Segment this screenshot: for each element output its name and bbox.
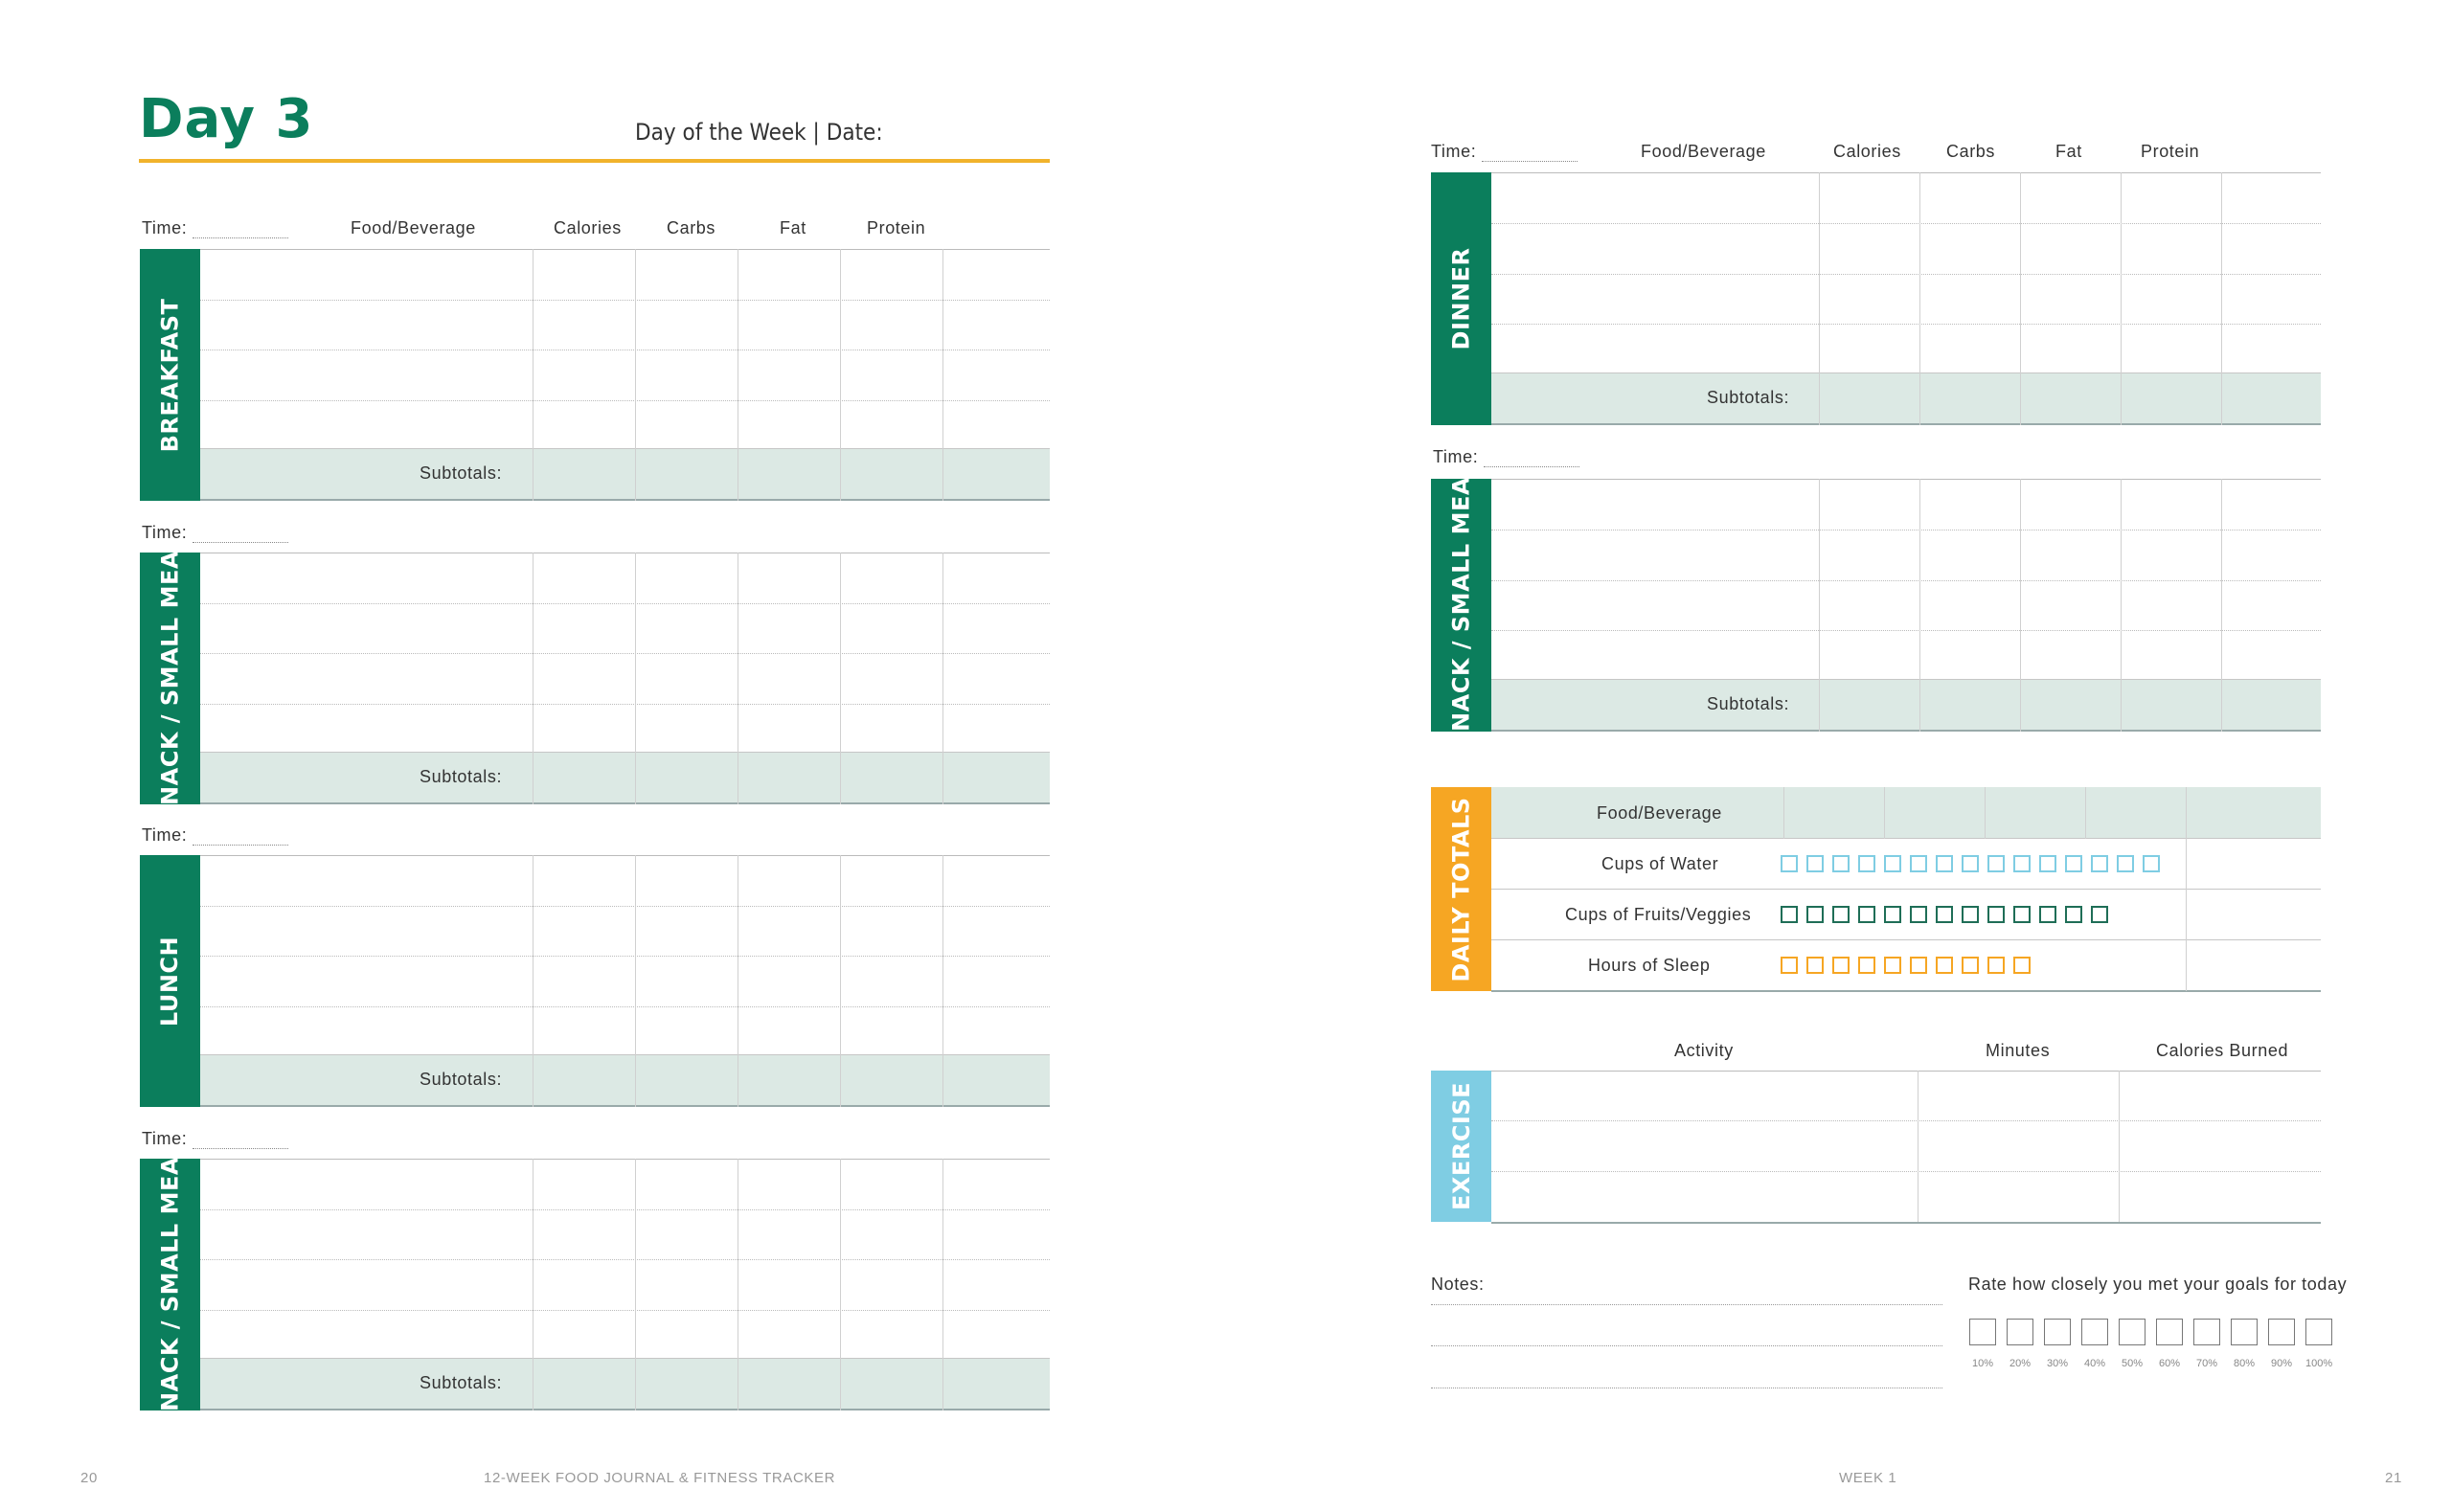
tracker-checkbox[interactable]: [1936, 855, 1953, 872]
subtotal-label: Subtotals:: [1707, 388, 1790, 407]
time-field[interactable]: [193, 1135, 288, 1149]
column-divider: [840, 249, 841, 501]
food-row[interactable]: [200, 653, 1050, 705]
day-of-week-label: Day of the Week | Date:: [635, 119, 883, 146]
rating-level-label: 30%: [2046, 1358, 2069, 1369]
tracker-checkbox[interactable]: [1858, 957, 1875, 974]
subtotal-row: [200, 448, 1050, 501]
rating-prompt: Rate how closely you met your goals for today: [1968, 1275, 2348, 1294]
food-header: Food/Beverage: [351, 218, 476, 237]
column-divider: [942, 1159, 943, 1410]
time-field[interactable]: [1484, 453, 1579, 467]
meal-name: SNACK / SMALL MEAL: [156, 534, 184, 823]
sleep-checkboxes: [1781, 957, 2031, 974]
subtotal-label: Subtotals:: [420, 1373, 503, 1392]
time-label: Time:: [1431, 142, 1578, 162]
notes-line[interactable]: [1431, 1304, 1942, 1305]
tracker-checkbox[interactable]: [2091, 906, 2108, 923]
time-field[interactable]: [193, 529, 288, 543]
meal-band: [1431, 172, 1491, 425]
tracker-checkbox[interactable]: [2117, 855, 2134, 872]
column-divider: [840, 855, 841, 1107]
rating-level-label: 20%: [2009, 1358, 2032, 1369]
time-label: Time:: [142, 1129, 288, 1149]
column-divider: [2121, 172, 2122, 425]
water-checkboxes: [1781, 855, 2160, 872]
food-row[interactable]: [1491, 630, 2321, 682]
column-divider: [942, 249, 943, 501]
rating-level-label: 80%: [2233, 1358, 2256, 1369]
time-field[interactable]: [1482, 147, 1578, 162]
subtotal-row: [1491, 679, 2321, 732]
tracker-checkbox[interactable]: [1987, 855, 2005, 872]
food-row[interactable]: [200, 300, 1050, 351]
time-label: Time:: [142, 825, 288, 846]
meal-band: [140, 534, 200, 823]
food-row[interactable]: [200, 704, 1050, 756]
veggies-label: Cups of Fruits/Veggies: [1565, 905, 1752, 924]
fat-header: Fat: [780, 218, 806, 237]
water-label: Cups of Water: [1601, 854, 1719, 873]
tracker-checkbox[interactable]: [1781, 957, 1798, 974]
time-label: Time:: [1433, 447, 1579, 467]
daily-food-label: Food/Beverage: [1597, 803, 1722, 823]
tracker-checkbox[interactable]: [1781, 855, 1798, 872]
subtotal-row: [200, 752, 1050, 804]
tracker-checkbox[interactable]: [2013, 855, 2031, 872]
food-row[interactable]: [200, 553, 1050, 604]
food-row[interactable]: [200, 400, 1050, 452]
tracker-checkbox[interactable]: [1987, 957, 2005, 974]
exercise-band: EXERCISE: [1431, 1071, 1491, 1222]
column-divider: [635, 1159, 636, 1410]
subtotal-row: [1491, 372, 2321, 425]
meal-name: LUNCH: [156, 936, 184, 1027]
notes-line[interactable]: [1431, 1345, 1942, 1346]
tracker-checkbox[interactable]: [1832, 906, 1850, 923]
veggie-checkboxes: [1781, 906, 2108, 923]
meal-section: [1431, 172, 2321, 425]
exercise-section: [1431, 1071, 2321, 1222]
meal-section: [140, 855, 1050, 1107]
rating-checkbox[interactable]: [2268, 1319, 2295, 1345]
tracker-checkbox[interactable]: [1962, 957, 1979, 974]
column-divider: [1919, 172, 1920, 425]
page-title: Day 3: [139, 88, 314, 150]
tracker-checkbox[interactable]: [1936, 906, 1953, 923]
column-divider: [533, 249, 534, 501]
protein-header: Protein: [867, 218, 926, 237]
tracker-checkbox[interactable]: [1987, 906, 2005, 923]
tracker-checkbox[interactable]: [1884, 855, 1901, 872]
food-row[interactable]: [1491, 580, 2321, 632]
tracker-checkbox[interactable]: [1884, 906, 1901, 923]
fat-header: Fat: [2055, 142, 2082, 161]
rating-checkbox[interactable]: [2193, 1319, 2220, 1345]
meal-band: [140, 1140, 200, 1429]
rating-level-label: 90%: [2270, 1358, 2293, 1369]
food-row[interactable]: [1491, 172, 2321, 224]
rating-checkbox[interactable]: [2081, 1319, 2108, 1345]
meal-section: [1431, 462, 2321, 749]
meal-section: [140, 249, 1050, 501]
tracker-checkbox[interactable]: [1962, 906, 1979, 923]
tracker-checkbox[interactable]: [1832, 855, 1850, 872]
column-divider: [533, 553, 534, 804]
daily-totals-section: [1431, 787, 2321, 991]
calories-burned-header: Calories Burned: [2156, 1041, 2289, 1060]
food-row[interactable]: [200, 906, 1050, 958]
food-row[interactable]: [1491, 479, 2321, 530]
rating-checkbox[interactable]: [2119, 1319, 2146, 1345]
tracker-checkbox[interactable]: [1884, 957, 1901, 974]
column-divider: [840, 553, 841, 804]
column-divider: [1919, 479, 1920, 732]
meal-name: BREAKFAST: [156, 298, 184, 452]
rating-checkbox[interactable]: [2231, 1319, 2258, 1345]
tracker-checkbox[interactable]: [2039, 855, 2056, 872]
meal-band: [140, 855, 200, 1107]
column-divider: [2221, 479, 2222, 732]
tracker-checkbox[interactable]: [1858, 906, 1875, 923]
column-divider: [635, 855, 636, 1107]
left-page-number: 20: [80, 1470, 98, 1486]
column-divider: [840, 1159, 841, 1410]
food-row[interactable]: [200, 1209, 1050, 1261]
subtotal-label: Subtotals:: [420, 767, 503, 786]
tracker-checkbox[interactable]: [1832, 957, 1850, 974]
food-header: Food/Beverage: [1641, 142, 1766, 161]
time-field[interactable]: [193, 224, 288, 238]
meal-band: [140, 249, 200, 501]
tracker-checkbox[interactable]: [2039, 906, 2056, 923]
rating-checkbox[interactable]: [1969, 1319, 1996, 1345]
activity-header: Activity: [1674, 1041, 1734, 1060]
tracker-checkbox[interactable]: [1806, 855, 1824, 872]
time-field[interactable]: [193, 831, 288, 846]
food-row[interactable]: [200, 855, 1050, 907]
food-row[interactable]: [1491, 223, 2321, 275]
title-divider: [139, 159, 1050, 163]
daily-totals-band: DAILY TOTALS: [1431, 787, 1491, 991]
tracker-checkbox[interactable]: [1806, 906, 1824, 923]
column-divider: [635, 553, 636, 804]
column-divider: [2221, 172, 2222, 425]
column-divider: [2020, 172, 2021, 425]
tracker-checkbox[interactable]: [1910, 906, 1927, 923]
tracker-checkbox[interactable]: [1858, 855, 1875, 872]
tracker-checkbox[interactable]: [2091, 855, 2108, 872]
subtotal-label: Subtotals:: [1707, 694, 1790, 713]
rating-checkbox[interactable]: [2305, 1319, 2332, 1345]
column-divider: [942, 855, 943, 1107]
rating-level-label: 100%: [2305, 1358, 2333, 1369]
rating-level-label: 50%: [2121, 1358, 2144, 1369]
rating-level-label: 40%: [2083, 1358, 2106, 1369]
meal-name: SNACK / SMALL MEAL: [156, 1140, 184, 1429]
food-row[interactable]: [200, 1310, 1050, 1362]
meal-band: [1431, 462, 1491, 749]
calories-header: Calories: [1833, 142, 1901, 161]
tracker-checkbox[interactable]: [2143, 855, 2160, 872]
calories-header: Calories: [554, 218, 622, 237]
food-row[interactable]: [200, 350, 1050, 401]
tracker-checkbox[interactable]: [1962, 855, 1979, 872]
column-divider: [1819, 172, 1820, 425]
rating-labels: [1969, 1358, 2332, 1369]
meal-name: SNACK / SMALL MEAL: [1447, 462, 1475, 749]
food-row[interactable]: [200, 603, 1050, 655]
column-divider: [533, 855, 534, 1107]
tracker-checkbox[interactable]: [2065, 855, 2082, 872]
tracker-checkbox[interactable]: [1781, 906, 1798, 923]
rating-level-label: 10%: [1971, 1358, 1994, 1369]
food-row[interactable]: [200, 249, 1050, 301]
tracker-checkbox[interactable]: [2065, 906, 2082, 923]
rating-level-label: 60%: [2158, 1358, 2181, 1369]
column-divider: [533, 1159, 534, 1410]
left-footer-title: 12-WEEK FOOD JOURNAL & FITNESS TRACKER: [484, 1470, 836, 1486]
tracker-checkbox[interactable]: [2013, 906, 2031, 923]
meal-section: [140, 534, 1050, 823]
rating-checkbox[interactable]: [2007, 1319, 2033, 1345]
tracker-checkbox[interactable]: [1936, 957, 1953, 974]
meal-name: DINNER: [1447, 247, 1475, 350]
right-footer-title: WEEK 1: [1839, 1470, 1897, 1486]
tracker-checkbox[interactable]: [1910, 855, 1927, 872]
column-divider: [635, 249, 636, 501]
food-row[interactable]: [200, 1159, 1050, 1210]
notes-label: Notes:: [1431, 1275, 1485, 1294]
column-divider: [1819, 479, 1820, 732]
sleep-label: Hours of Sleep: [1588, 956, 1711, 975]
column-divider: [2020, 479, 2021, 732]
subtotal-row: [200, 1054, 1050, 1107]
minutes-header: Minutes: [1986, 1041, 2051, 1060]
rating-boxes: [1969, 1319, 2332, 1345]
carbs-header: Carbs: [1946, 142, 1996, 161]
food-row[interactable]: [1491, 530, 2321, 581]
rating-level-label: 70%: [2195, 1358, 2218, 1369]
food-row[interactable]: [200, 956, 1050, 1007]
meal-section: [140, 1140, 1050, 1429]
rating-checkbox[interactable]: [2044, 1319, 2071, 1345]
subtotal-row: [200, 1358, 1050, 1410]
carbs-header: Carbs: [667, 218, 716, 237]
food-row[interactable]: [1491, 274, 2321, 326]
subtotal-label: Subtotals:: [420, 1070, 503, 1089]
column-divider: [2121, 479, 2122, 732]
protein-header: Protein: [2141, 142, 2200, 161]
time-label: Time:: [142, 523, 288, 543]
subtotal-label: Subtotals:: [420, 463, 503, 483]
column-divider: [942, 553, 943, 804]
tracker-checkbox[interactable]: [1806, 957, 1824, 974]
time-label: Time:: [142, 218, 288, 238]
rating-checkbox[interactable]: [2156, 1319, 2183, 1345]
tracker-checkbox[interactable]: [1910, 957, 1927, 974]
food-row[interactable]: [1491, 324, 2321, 375]
tracker-checkbox[interactable]: [2013, 957, 2031, 974]
right-page-number: 21: [2385, 1470, 2402, 1486]
food-row[interactable]: [200, 1006, 1050, 1058]
food-row[interactable]: [200, 1259, 1050, 1311]
